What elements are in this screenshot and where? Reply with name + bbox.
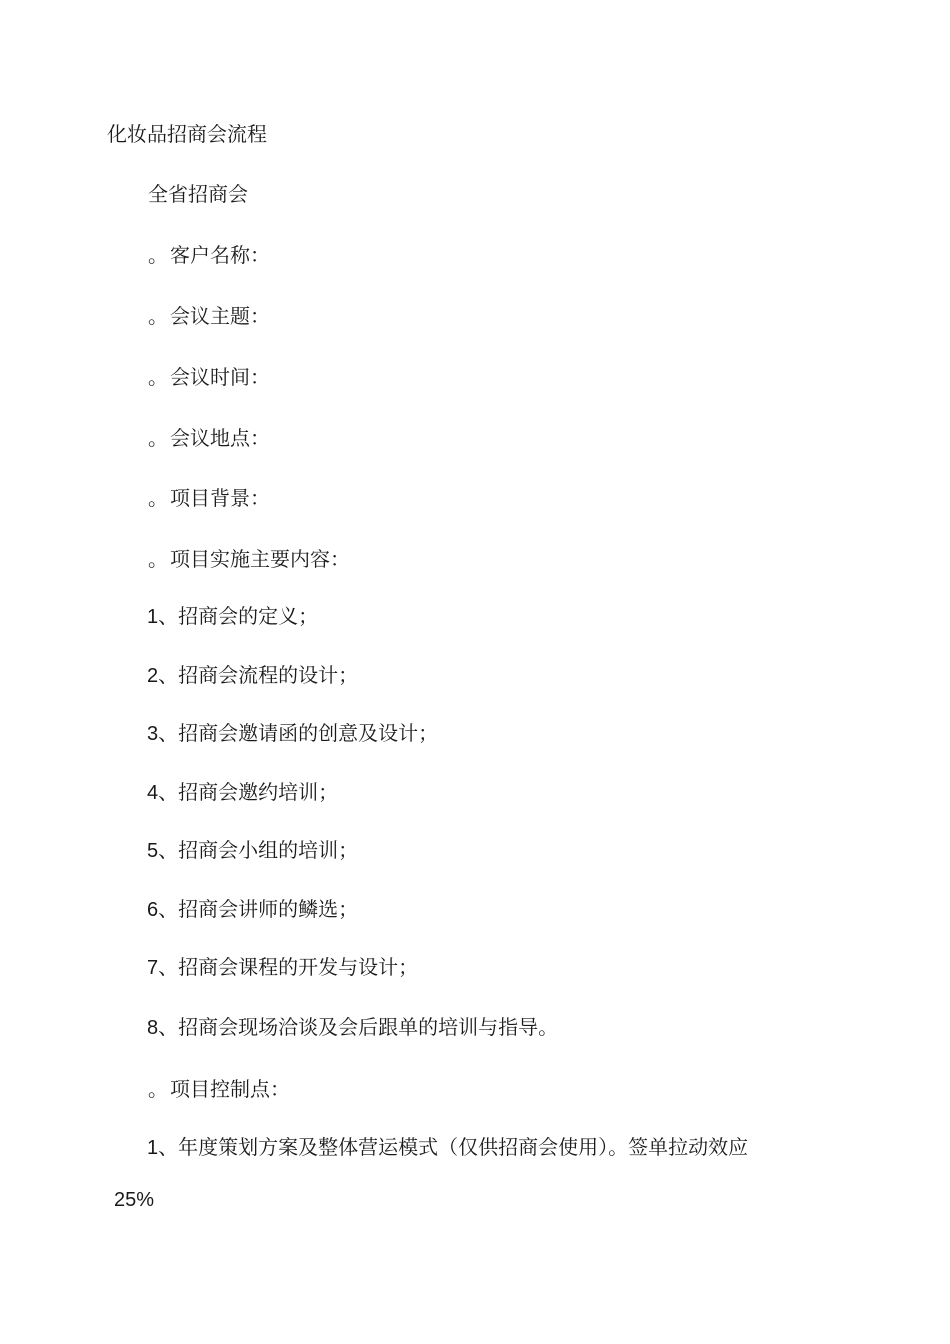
bullet-mark: 。: [148, 365, 168, 389]
content-item: [147, 780, 338, 805]
item-text: 招商会流程的设计；: [178, 663, 359, 687]
content-item: [147, 604, 318, 629]
info-item: [148, 547, 350, 571]
item-text: 年度策划方案及整体营运模式（仅供招商会使用）。签单拉动效应: [178, 1135, 749, 1159]
item-text: 招商会邀约培训；: [178, 780, 339, 804]
content-item: [147, 897, 358, 922]
bullet-mark: 。: [148, 486, 168, 510]
content-item: [147, 721, 438, 746]
info-item-label: 会议时间：: [170, 365, 270, 389]
info-item: [148, 365, 270, 389]
document-subtitle: 全省招商会: [148, 182, 248, 206]
item-number: 4、: [147, 782, 179, 804]
item-number: 1、: [147, 1137, 179, 1159]
bullet-mark: 。: [148, 426, 168, 450]
item-number: 7、: [147, 957, 179, 979]
item-text: 招商会讲师的鳞选；: [178, 897, 359, 921]
item-text: 招商会课程的开发与设计；: [178, 955, 419, 979]
control-heading: [148, 1077, 290, 1101]
control-heading-label: 项目控制点：: [170, 1077, 290, 1101]
info-item-label: 会议主题：: [170, 304, 270, 328]
document-title: 化妆品招商会流程: [107, 122, 267, 146]
bullet-mark: 。: [148, 1077, 168, 1101]
info-item-label: 客户名称：: [170, 243, 270, 267]
info-item: [148, 304, 270, 328]
bullet-mark: 。: [148, 304, 168, 328]
content-item: [147, 663, 358, 688]
bullet-mark: 。: [148, 243, 168, 267]
item-text: 招商会小组的培训；: [178, 838, 359, 862]
content-item: [147, 838, 358, 863]
info-item-label: 项目背景：: [170, 486, 270, 510]
control-item: [147, 1135, 748, 1160]
info-item-label: 项目实施主要内容：: [170, 547, 350, 571]
item-number: 3、: [147, 723, 179, 745]
item-number: 8、: [147, 1017, 179, 1039]
item-number: 6、: [147, 899, 179, 921]
control-item-continuation: 25%: [114, 1189, 155, 1211]
bullet-mark: 。: [148, 547, 168, 571]
info-item: [148, 486, 270, 510]
info-item: [148, 426, 270, 450]
item-number: 2、: [147, 665, 179, 687]
content-item: [147, 1015, 558, 1040]
info-item: [148, 243, 270, 267]
info-item-label: 会议地点：: [170, 426, 270, 450]
item-number: 5、: [147, 840, 179, 862]
item-text: 招商会的定义；: [178, 604, 319, 628]
item-text: 招商会邀请函的创意及设计；: [178, 721, 439, 745]
content-item: [147, 955, 418, 980]
item-number: 1、: [147, 606, 179, 628]
item-text: 招商会现场洽谈及会后跟单的培训与指导。: [178, 1015, 559, 1039]
